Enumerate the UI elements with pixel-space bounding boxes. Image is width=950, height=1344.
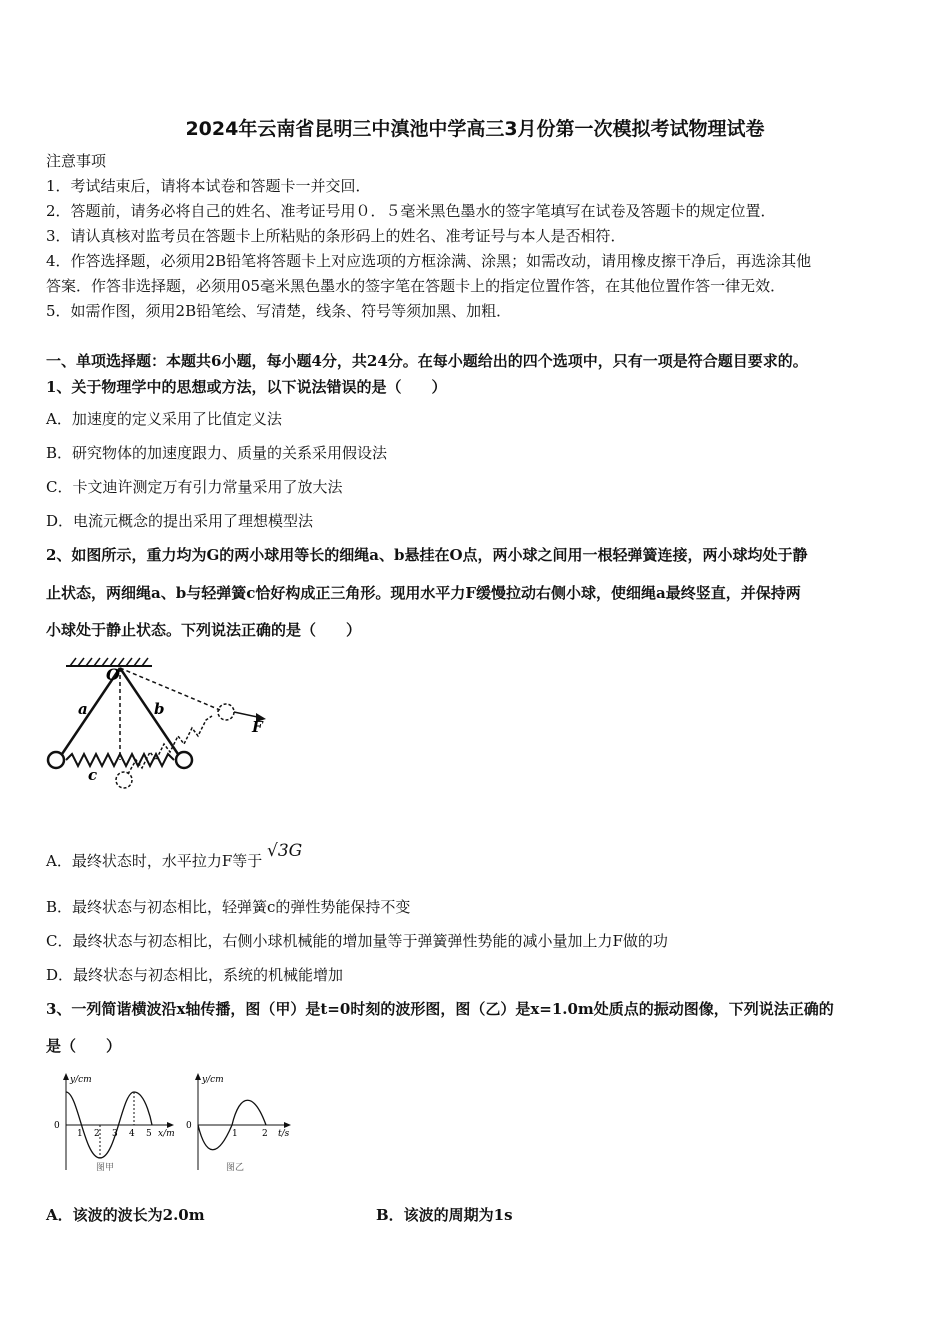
q1-option-c: C．卡文迪许测定万有引力常量采用了放大法 [46,478,343,496]
graph-a-ylabel: y/cm [70,1075,92,1085]
q2-option-b: B．最终状态与初态相比，轻弹簧c的弹性势能保持不变 [46,898,411,916]
graph-b-caption: 图乙 [226,1163,245,1173]
graph-a-tick: 3 [112,1129,118,1139]
q2-option-a-text: A．最终状态时，水平拉力F等于 [46,852,263,870]
figure-label-b: b [154,700,165,718]
q2-option-a-math: √3G [267,841,303,861]
notice-item: 4．作答选择题，必须用2B铅笔将答题卡上对应选项的方框涂满、涂黑；如需改动，请用橡皮擦干净后，再选涂其他 [46,252,812,270]
q1-option-a: A．加速度的定义采用了比值定义法 [46,410,282,428]
page-title: 2024年云南省昆明三中滇池中学高三3月份第一次模拟考试物理试卷 [185,118,765,140]
graph-a-caption: 图甲 [96,1163,115,1173]
notice-item: 答案．作答非选择题，必须用05毫米黑色墨水的签字笔在答题卡上的指定位置作答，在其他位置作答一律无效． [46,277,786,295]
graph-a-xlabel: x/m [158,1129,175,1139]
question-3-stem-line: 是（ ） [46,1037,122,1055]
vibration-graph-b [178,1070,308,1180]
graph-a-tick: 5 [146,1129,152,1139]
q1-option-d: D．电流元概念的提出采用了理想模型法 [46,512,314,530]
notice-item: 2．答题前，请务必将自己的姓名、准考证号用０．５毫米黑色墨水的签字笔填写在试卷及答题卡的规定位置． [46,202,776,220]
notice-heading: 注意事项 [46,152,107,170]
graph-b-tick: 2 [262,1129,268,1139]
section-heading: 一、单项选择题：本题共6小题，每小题4分，共24分。在每小题给出的四个选项中，只有一项是符合题目要求的。 [46,352,808,370]
question-2-stem-line: 止状态，两细绳a、b与轻弹簧c恰好构成正三角形。现用水平力F缓慢拉动右侧小球，使细绳a最终竖直，并保持两 [46,584,801,602]
notice-item: 5．如需作图，须用2B铅笔绘、写清楚，线条、符号等须加黑、加粗． [46,302,512,320]
figure-label-a: a [78,700,88,718]
q3-option-b: B．该波的周期为1s [376,1206,513,1224]
graph-a-tick: 2 [94,1129,100,1139]
graph-b-ylabel: y/cm [202,1075,224,1085]
figure-label-f: F [252,718,263,736]
q1-option-b: B．研究物体的加速度跟力、质量的关系采用假设法 [46,444,388,462]
question-1-stem: 1、关于物理学中的思想或方法，以下说法错误的是（ ） [46,378,447,396]
figure-label-c: c [88,766,98,784]
q2-option-d: D．最终状态与初态相比，系统的机械能增加 [46,966,344,984]
notice-item: 3．请认真核对监考员在答题卡上所粘贴的条形码上的姓名、准考证号与本人是否相符． [46,227,626,245]
graph-b-xlabel: t/s [278,1129,290,1139]
graph-a-origin: 0 [54,1121,60,1131]
figure-label-o: O [106,665,120,684]
wave-graph-a [46,1070,186,1180]
graph-a-tick: 4 [129,1129,135,1139]
pendulum-spring-figure [44,656,284,796]
graph-b-tick: 1 [232,1129,238,1139]
q2-option-a [46,841,303,871]
notice-item: 1．考试结束后，请将本试卷和答题卡一并交回． [46,177,371,195]
graph-a-tick: 1 [77,1129,83,1139]
q3-option-a: A．该波的波长为2.0m [46,1206,205,1224]
graph-b-origin: 0 [186,1121,192,1131]
question-2-stem-line: 2、如图所示，重力均为G的两小球用等长的细绳a、b悬挂在O点，两小球之间用一根轻弹簧连接，两小球均处于静 [46,546,808,564]
question-3-stem-line: 3、一列简谐横波沿x轴传播，图（甲）是t=0时刻的波形图，图（乙）是x=1.0m处质点的振动图像，下列说法正确的 [46,1000,834,1018]
q2-option-c: C．最终状态与初态相比，右侧小球机械能的增加量等于弹簧弹性势能的减小量加上力F做的功 [46,932,668,950]
question-2-stem-line: 小球处于静止状态。下列说法正确的是（ ） [46,621,362,639]
